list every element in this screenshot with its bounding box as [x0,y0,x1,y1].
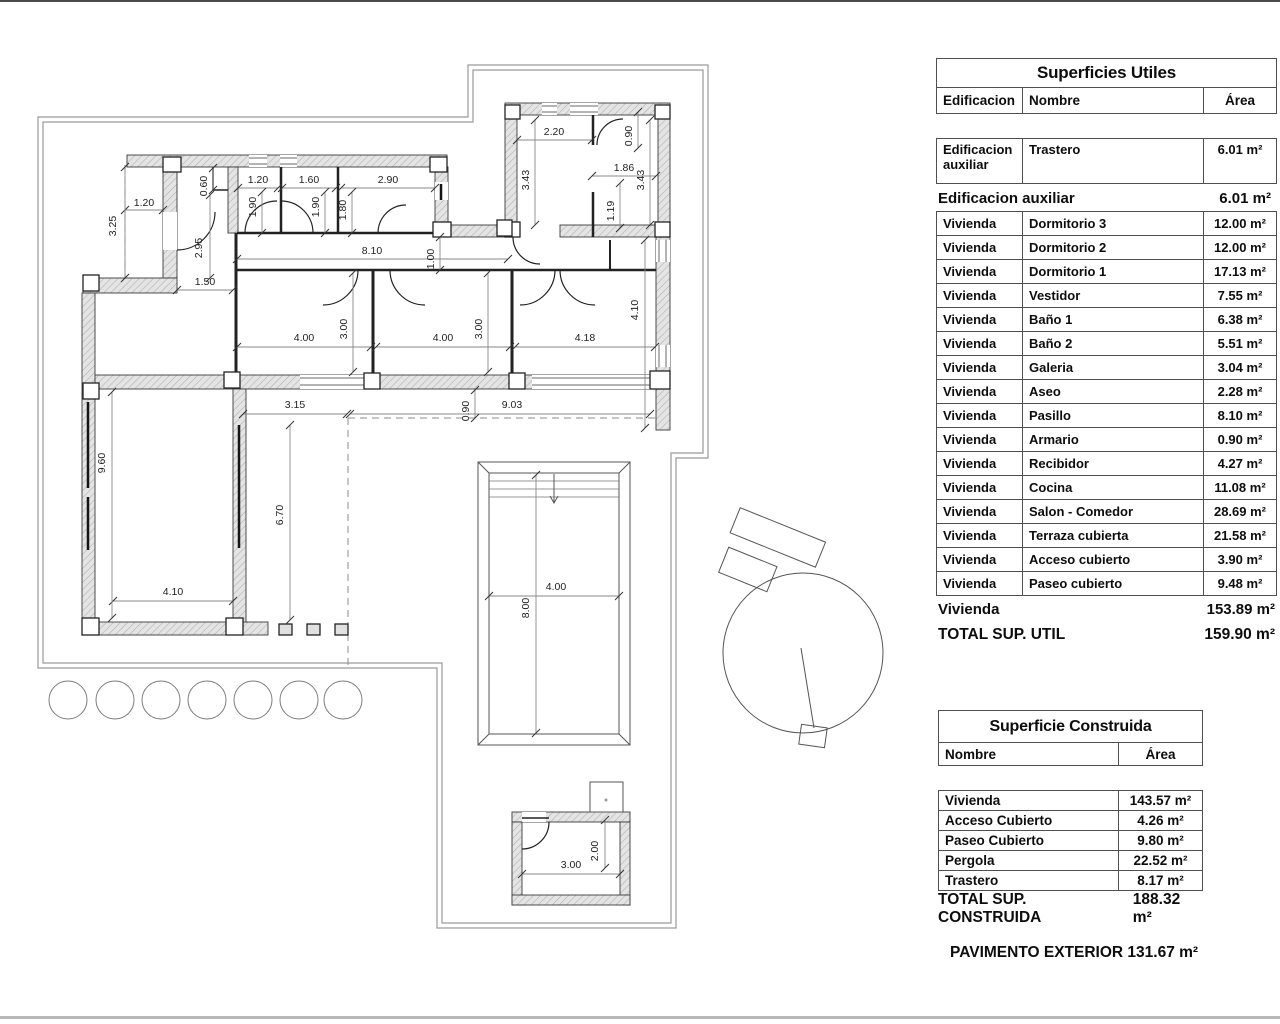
table-cell: 28.69 m² [1213,504,1267,519]
table-row [938,870,1203,891]
table-cell: Dormitorio 2 [1023,236,1204,259]
dimension-label: 0.60 [198,175,210,197]
table-body [938,790,1203,891]
table-cell: Edificacion auxiliar [937,139,1023,183]
table-cell: Vivienda [937,284,1023,307]
table-row [936,283,1277,308]
table-cell: Vivienda [937,236,1023,259]
table-cell: 4.27 m² [1217,456,1263,471]
table-row [936,427,1277,452]
dimension-label: 8.10 [361,245,383,257]
dimension-label: 9.03 [501,399,523,411]
table-cell: Vivienda [937,332,1023,355]
table-row [938,830,1203,851]
table-cell: 143.57 m² [1129,793,1192,808]
table-gap [938,766,1203,791]
table-row [936,211,1277,236]
header-nombre: Nombre [939,743,1119,765]
table-cell: 5.51 m² [1217,336,1263,351]
table-cell: Vivienda [937,452,1023,475]
table-cell: Acceso cubierto [1023,548,1204,571]
dimension-label: 1.20 [133,197,155,209]
table-row [936,451,1277,476]
dimension-label: 3.00 [560,859,582,871]
table-row [936,475,1277,500]
total-value: 159.90 m² [1204,626,1275,643]
dimension-label: 3.15 [284,399,306,411]
table-cell: 21.58 m² [1213,528,1267,543]
dimension-label: 1.86 [613,162,635,174]
table-title-text: Superficies Utiles [1036,63,1177,82]
table-cell: Baño 2 [1023,332,1204,355]
dimension-label: 4.00 [432,332,454,344]
table-cell: 11.08 m² [1214,480,1266,495]
dimension-label: 4.00 [293,332,315,344]
table-cell: Vivienda [937,428,1023,451]
swimming-pool [478,462,630,745]
table-cell: 9.80 m² [1137,833,1184,848]
table-cell: 8.10 m² [1217,408,1263,423]
total-value: 188.32 m² [1132,891,1181,926]
table-cell: Vivienda [937,356,1023,379]
table-row [936,259,1277,284]
dimension-label: 8.00 [520,597,532,619]
table-cell: Vivienda [937,212,1023,235]
dimension-label: 1.19 [605,200,617,222]
table-cell: Dormitorio 3 [1023,212,1204,235]
table-cell: Vivienda [937,572,1023,595]
dimension-label: 3.00 [338,318,350,340]
table-header [936,87,1277,114]
table-cell: 17.13 m² [1213,264,1267,279]
subtotal-row [936,596,1277,622]
subtotal-label: Edificacion auxiliar [938,189,1075,207]
dimension-label: 1.20 [247,174,269,186]
table-cell: 22.52 m² [1133,853,1188,868]
subtotal-value: 6.01 m² [1219,189,1271,207]
table-cell: Pergola [939,851,1119,870]
table-body [936,211,1277,596]
table-cell: 3.90 m² [1217,552,1263,567]
table-cell: Acceso Cubierto [939,811,1119,830]
total-row [938,891,1203,926]
table-gap [936,114,1277,139]
subtotal-row [936,184,1277,212]
table-cell: Armario [1023,428,1204,451]
dimension-label: 1.60 [298,174,320,186]
table-cell: Vivienda [939,791,1119,810]
table-cell: Vivienda [937,380,1023,403]
dimension-label: 3.25 [107,215,119,237]
header-nombre: Nombre [1023,88,1204,113]
table-row [936,379,1277,404]
table-row [936,403,1277,428]
table-cell: 3.04 m² [1217,360,1263,375]
header-area: Área [1224,93,1256,108]
table-row [938,810,1203,831]
table-cell: 2.28 m² [1217,384,1263,399]
table-title [938,710,1203,743]
dimension-label: 4.10 [162,586,184,598]
total-row [936,622,1277,648]
table-cell: Salon - Comedor [1023,500,1204,523]
table-cell: Baño 1 [1023,308,1204,331]
property-boundary [38,65,708,928]
table-cell: Recibidor [1023,452,1204,475]
table-cell: Paseo cubierto [1023,572,1204,595]
total-label: TOTAL SUP. UTIL [938,626,1066,643]
dimension-annotations [96,108,660,878]
table-cell: 4.26 m² [1137,813,1184,828]
table-cell: Terraza cubierta [1023,524,1204,547]
table-cell: 12.00 m² [1213,240,1267,255]
subtotal-label: Vivienda [938,600,1000,618]
table-cell: Paseo Cubierto [939,831,1119,850]
header-area: Área [1145,746,1176,762]
pavimento-exterior-note: PAVIMENTO EXTERIOR 131.67 m² [950,944,1199,961]
dimension-label: 1.50 [194,276,216,288]
table-cell: Trastero [939,871,1119,890]
table-cell: Pasillo [1023,404,1204,427]
dashed-lines [125,165,672,665]
table-row [936,307,1277,332]
table-cell: Cocina [1023,476,1204,499]
dimension-label: 3.43 [520,169,532,191]
dimension-label: 1.00 [425,248,437,270]
dimension-label: 3.00 [473,318,485,340]
table-row [936,355,1277,380]
table-cell: Vivienda [937,524,1023,547]
table-cell: 6.38 m² [1217,312,1263,327]
table-row [936,571,1277,596]
dimension-label: 1.90 [247,196,259,218]
table-title-text: Superficie Construida [989,717,1152,735]
table-row [936,138,1277,184]
dimension-label: 0.90 [460,400,472,422]
table-cell: Vivienda [937,260,1023,283]
table-cell: 8.17 m² [1137,873,1184,888]
superficie-construida-table [938,710,1203,926]
superficies-utiles-table [936,58,1277,648]
trees-row [49,681,362,719]
dimension-label: 9.60 [96,452,108,474]
table-cell: 7.55 m² [1217,288,1263,303]
dimension-label: 4.00 [545,581,567,593]
dimension-label: 3.43 [635,169,647,191]
table-title [936,58,1277,88]
table-cell: 9.48 m² [1217,576,1263,591]
table-row [938,790,1203,811]
table-cell: 0.90 m² [1217,432,1263,447]
table-row [936,235,1277,260]
table-cell: Trastero [1023,139,1204,183]
table-cell: Vivienda [937,308,1023,331]
table-cell: Galeria [1023,356,1204,379]
table-cell: Vivienda [937,500,1023,523]
table-row [936,547,1277,572]
table-row [936,331,1277,356]
header-edificacion: Edificacion [937,88,1023,113]
table-row [936,499,1277,524]
dimension-label: 1.80 [337,199,349,221]
table-cell: 12.00 m² [1213,216,1267,231]
subtotal-value: 153.89 m² [1206,600,1275,618]
table-cell: Vivienda [937,548,1023,571]
table-cell: Vestidor [1023,284,1204,307]
table-row [936,523,1277,548]
table-row [938,850,1203,871]
dimension-label: 2.95 [193,237,205,259]
table-cell: 6.01 m² [1217,142,1263,157]
dimension-label: 6.70 [274,504,286,526]
dimension-label: 4.10 [629,299,641,321]
table-cell: Vivienda [937,476,1023,499]
table-header [938,742,1203,766]
dimension-label: 2.00 [589,840,601,862]
table-cell: Aseo [1023,380,1204,403]
dimension-label: 2.90 [377,174,399,186]
dimension-label: 2.20 [543,126,565,138]
dimension-label: 0.90 [623,125,635,147]
total-label: TOTAL SUP. CONSTRUIDA [938,891,1042,926]
pergola-circle [719,508,883,748]
table-cell: Dormitorio 1 [1023,260,1204,283]
dimension-label: 4.18 [574,332,596,344]
table-cell: Vivienda [937,404,1023,427]
dimension-label: 1.90 [310,196,322,218]
